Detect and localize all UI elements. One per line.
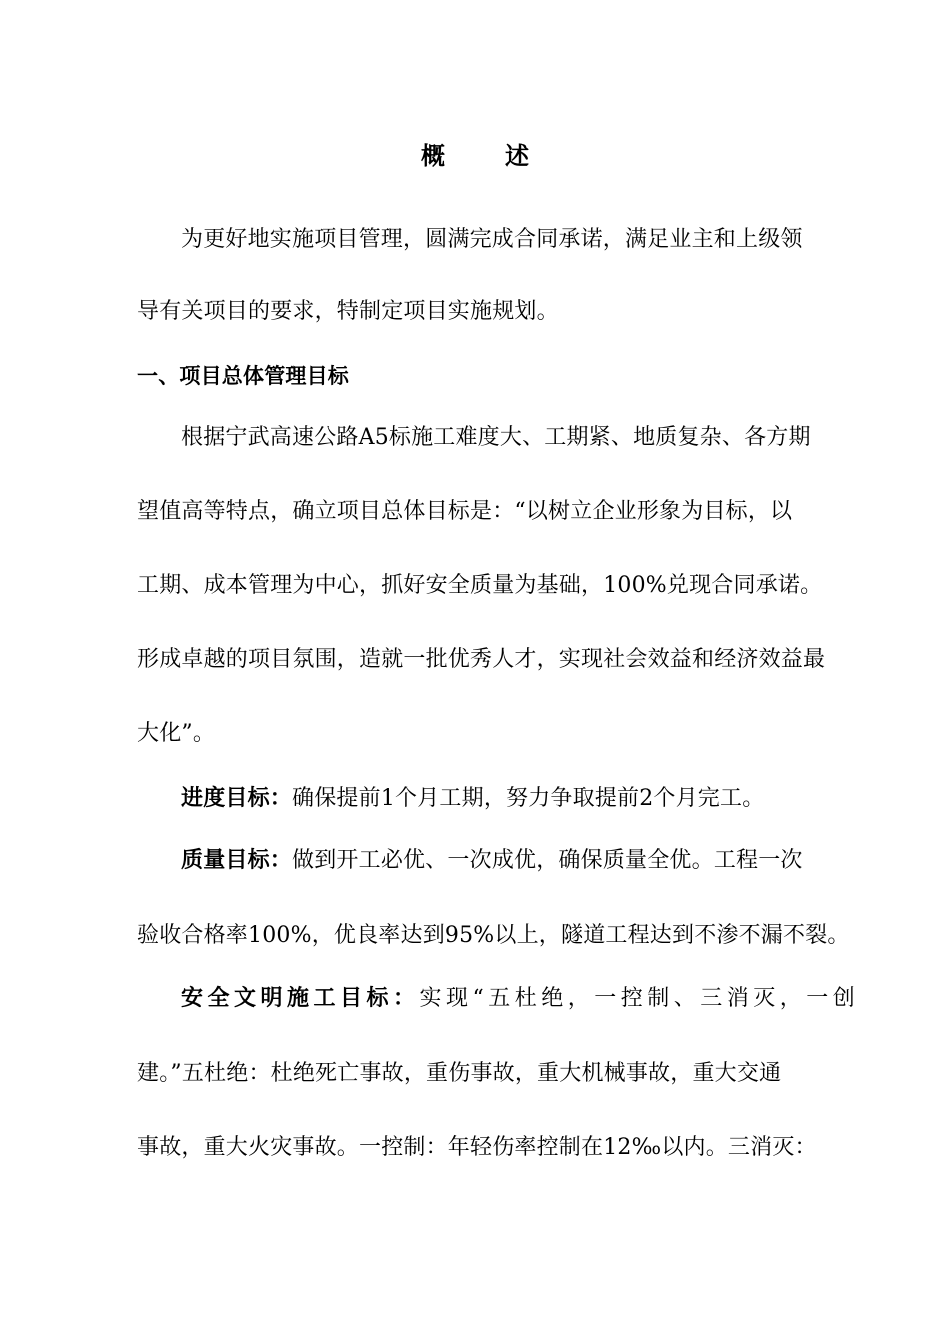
quality-goal-line-1 <box>181 847 837 875</box>
intro-line-1: 为更好地实施项目管理，圆满完成合同承诺，满足业主和上级领 <box>181 227 803 252</box>
quality-goal-text: 做到开工必优、一次成优，确保质量全优。工程一次 <box>292 848 803 873</box>
quality-goal-line-2: 验收合格率100%，优良率达到95%以上，隧道工程达到不渗不漏不裂。 <box>137 923 850 948</box>
goal-para-line-4: 形成卓越的项目氛围，造就一批优秀人才，实现社会效益和经济效益最 <box>137 647 826 672</box>
goal-para-line-3: 工期、成本管理为中心，抓好安全质量为基础，100%兑现合同承诺。 <box>137 573 823 598</box>
page-title: 概述 <box>421 141 589 170</box>
safety-goal-text: 实现“五杜绝，一控制、三消灭，一创 <box>419 986 860 1011</box>
goal-para-line-1: 根据宁武高速公路A5标施工难度大、工期紧、地质复杂、各方期 <box>181 425 811 450</box>
quality-goal-label: 质量目标： <box>181 848 293 873</box>
goal-para-line-2: 望值高等特点，确立项目总体目标是：“以树立企业形象为目标，以 <box>137 499 793 524</box>
safety-goal-line-2: 建。”五杜绝：杜绝死亡事故，重伤事故，重大机械事故，重大交通 <box>137 1061 782 1086</box>
schedule-goal <box>181 785 837 813</box>
intro-line-2: 导有关项目的要求，特制定项目实施规划。 <box>137 299 559 324</box>
section-heading: 一、项目总体管理目标 <box>137 364 349 388</box>
safety-goal-label: 安全文明施工目标： <box>181 986 420 1011</box>
goal-para-line-5: 大化”。 <box>137 721 216 746</box>
schedule-goal-label: 进度目标： <box>181 786 293 811</box>
schedule-goal-text: 确保提前1个月工期，努力争取提前2个月完工。 <box>292 786 765 811</box>
safety-goal-line-3: 事故，重大火灾事故。一控制：年轻伤率控制在12‰以内。三消灭： <box>137 1135 817 1160</box>
safety-goal-line-1 <box>181 985 860 1013</box>
